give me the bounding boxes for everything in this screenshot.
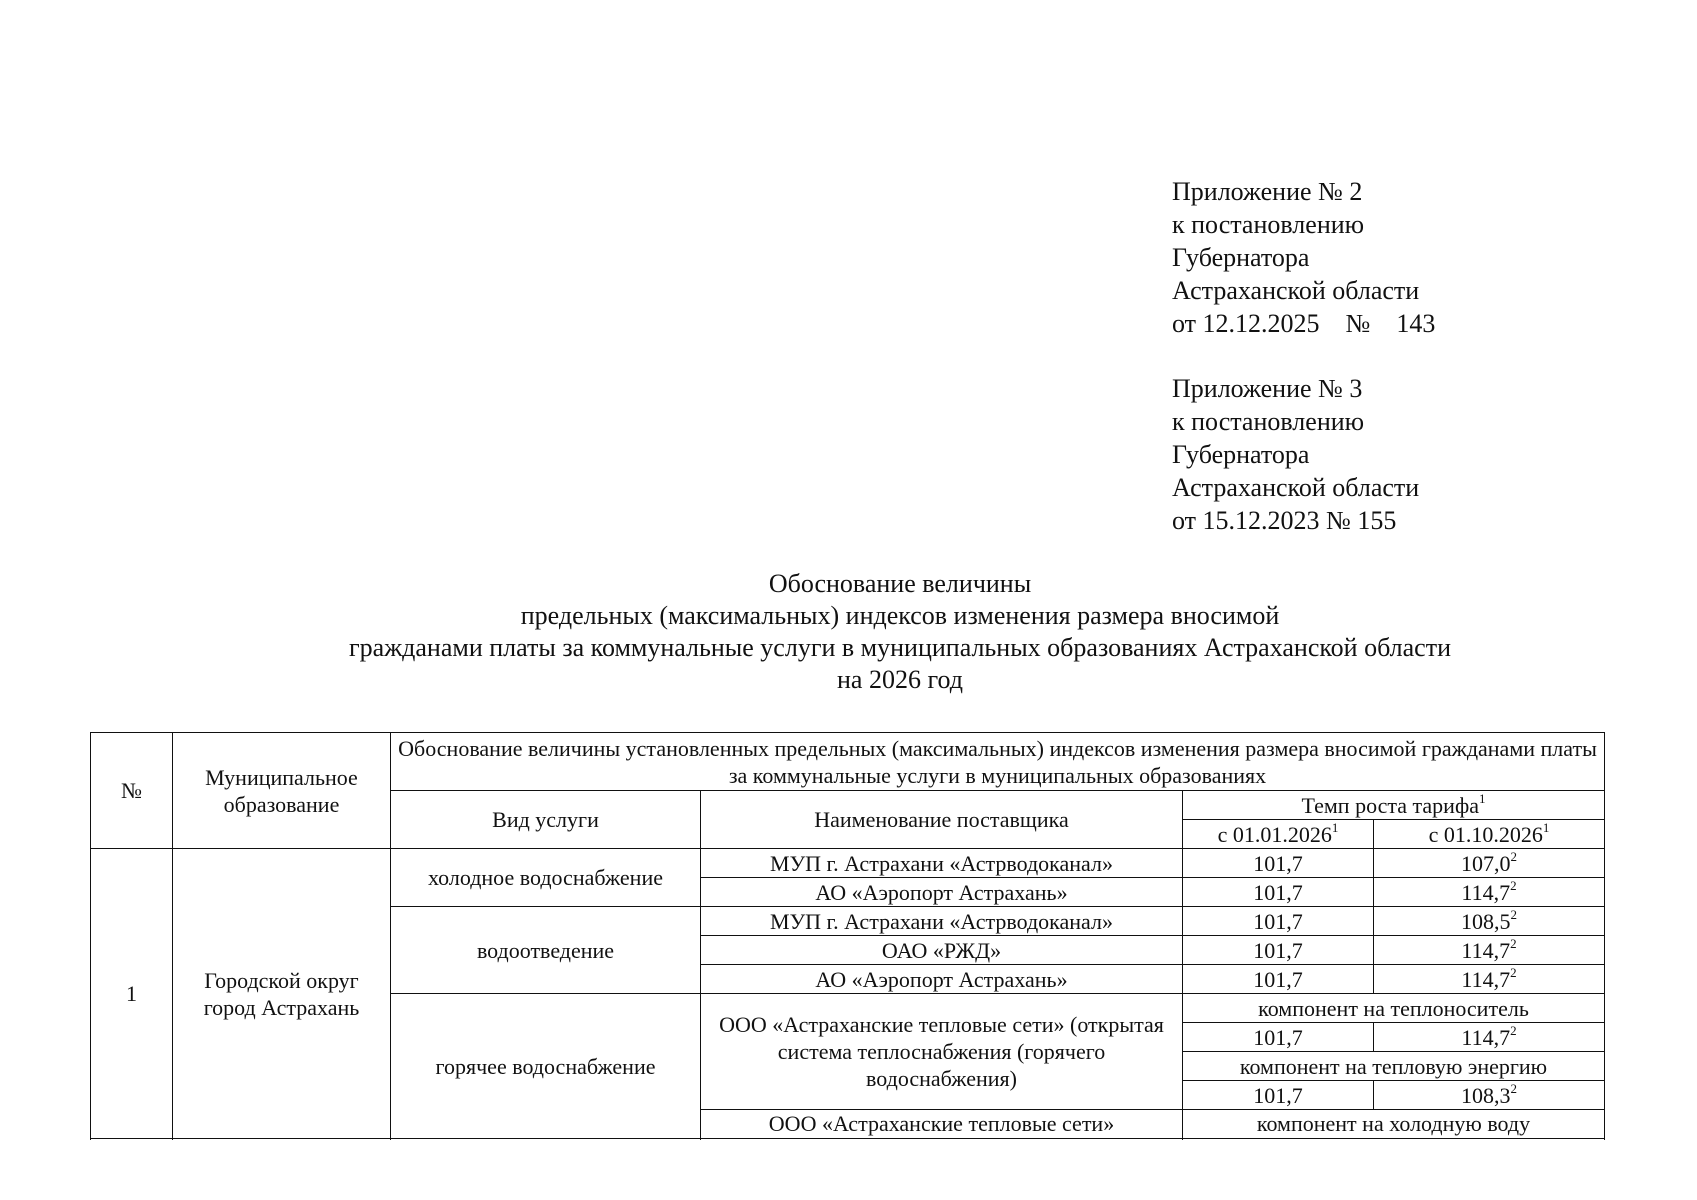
rate-oct-cell [1374,849,1605,878]
footnote-marker: 2 [1510,877,1517,893]
header-tariff-growth-label: Темп роста тарифа [1301,792,1479,818]
rate-oct-cell [1374,878,1605,907]
appendix-2-block [1172,175,1435,340]
rate-oct-value: 108,5 [1461,908,1511,934]
supplier-cell: МУП г. Астрахани «Астрводоканал» [701,849,1183,878]
rate-oct-value: 114,7 [1461,966,1511,992]
supplier-cell: ОАО «РЖД» [701,936,1183,965]
rate-oct-cell [1374,1023,1605,1052]
header-service-type: Вид услуги [391,791,701,849]
title-line: предельных (максимальных) индексов изменения размера вносимой [520,601,1280,630]
footnote-marker: 2 [1510,848,1517,864]
appendix-3-line: Губернатора [1172,440,1310,469]
rate-oct-cell [1374,965,1605,994]
rate-jan-cell: 101,7 [1183,1023,1374,1052]
appendix-2-title: Приложение № 2 [1172,177,1363,206]
appendix-3-date: от 15.12.2023 № 155 [1172,506,1397,535]
supplier-cell: АО «Аэропорт Астрахань» [701,878,1183,907]
header-supplier: Наименование поставщика [701,791,1183,849]
header-number: № [91,733,173,849]
appendix-2-line: Астраханской области [1172,276,1420,305]
component-coolant: компонент на теплоноситель [1183,994,1605,1023]
group-municipality: Городской округ город Астрахань [173,849,391,1139]
header-municipality: Муниципальное образование [173,733,391,849]
title-line: гражданами платы за коммунальные услуги в муниципальных образованиях Астраханской области [348,633,1452,662]
appendix-2-line: Губернатора [1172,243,1310,272]
supplier-cell: МУП г. Астрахани «Астрводоканал» [701,907,1183,936]
rate-jan-cell: 101,7 [1183,1081,1374,1110]
service-cold-water: холодное водоснабжение [391,849,701,907]
rate-oct-cell [1374,907,1605,936]
appendix-3-block [1172,372,1419,537]
header-from-oct-label: с 01.10.2026 [1428,821,1543,847]
footnote-marker: 2 [1510,935,1517,951]
supplier-cell: АО «Аэропорт Астрахань» [701,965,1183,994]
header-from-jan [1183,820,1374,849]
rate-oct-cell [1374,936,1605,965]
supplier-cell: ООО «Астраханские тепловые сети» [701,1110,1183,1139]
header-justification: Обоснование величины установленных предельных (максимальных) индексов изменения размера вносимой гражданами платы за коммунальные услуги в муниципальных образованиях [391,733,1605,791]
appendix-3-title: Приложение № 3 [1172,374,1363,403]
supplier-cell: ООО «Астраханские тепловые сети» (открытая система теплоснабжения (горячего водоснабжения) [701,994,1183,1110]
tariff-table [90,732,1605,1139]
appendix-2-line: к постановлению [1172,210,1365,239]
title-line: Обоснование величины [768,569,1032,598]
footnote-marker: 2 [1510,906,1517,922]
service-sewerage: водоотведение [391,907,701,994]
rate-jan-cell: 101,7 [1183,907,1374,936]
header-from-jan-label: с 01.01.2026 [1217,821,1332,847]
appendix-3-line: к постановлению [1172,407,1365,436]
appendix-2-date: от 12.12.2025 № 143 [1172,309,1436,338]
rate-oct-value: 114,7 [1461,879,1511,905]
rate-jan-cell: 101,7 [1183,878,1374,907]
footnote-marker: 2 [1510,1022,1517,1038]
appendix-3-line: Астраханской области [1172,473,1420,502]
component-cold: компонент на холодную воду [1183,1110,1605,1139]
footnote-marker: 1 [1478,790,1486,806]
group-number: 1 [91,849,173,1139]
rate-oct-value: 107,0 [1461,850,1511,876]
service-hot-water: горячее водоснабжение [391,994,701,1139]
footnote-marker: 2 [1510,1080,1517,1096]
rate-oct-value: 108,3 [1461,1082,1511,1108]
document-title [0,568,1697,696]
title-line: на 2026 год [837,665,963,694]
component-heat: компонент на тепловую энергию [1183,1052,1605,1081]
footnote-marker: 1 [1542,819,1550,835]
rate-oct-value: 114,7 [1461,937,1511,963]
footnote-marker: 1 [1331,819,1339,835]
footnote-marker: 2 [1510,964,1517,980]
rate-oct-cell [1374,1081,1605,1110]
header-from-oct [1374,820,1605,849]
rate-jan-cell: 101,7 [1183,936,1374,965]
rate-jan-cell: 101,7 [1183,965,1374,994]
rate-jan-cell: 101,7 [1183,849,1374,878]
header-tariff-growth [1183,791,1605,820]
rate-oct-value: 114,7 [1461,1024,1511,1050]
